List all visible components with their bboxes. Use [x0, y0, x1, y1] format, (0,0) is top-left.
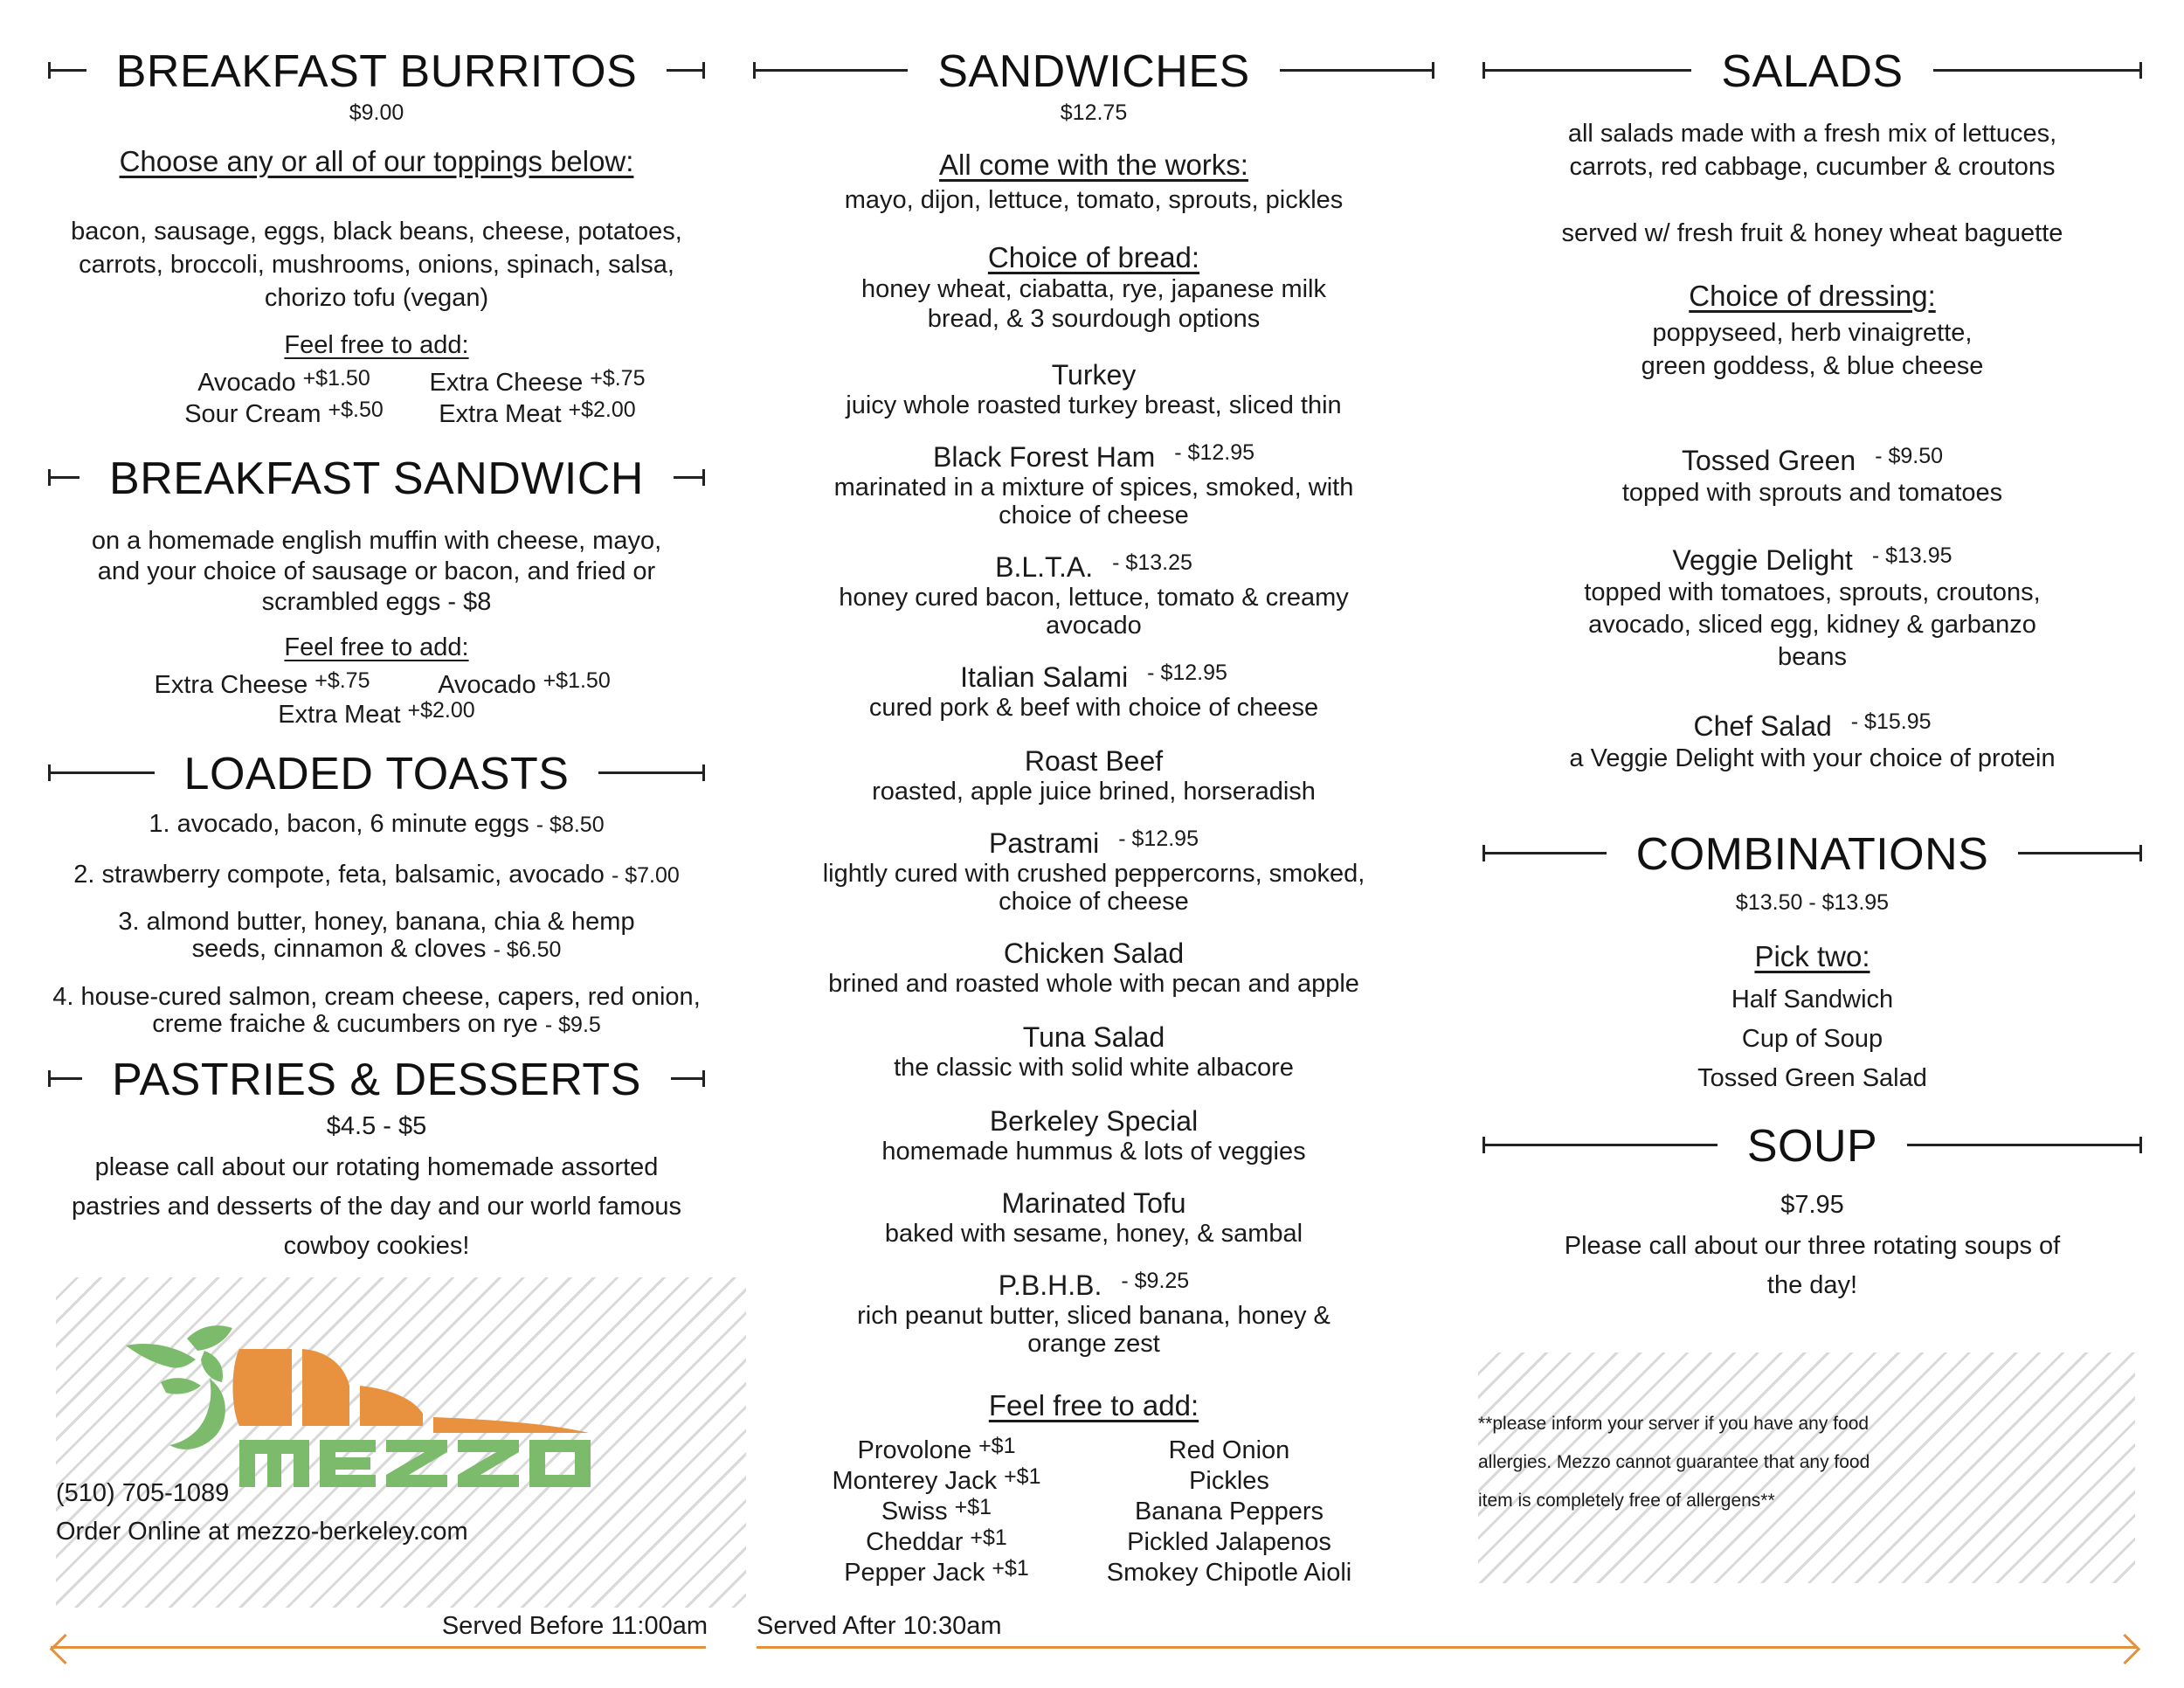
addon-name: Provolone [857, 1436, 972, 1464]
addon-cell [797, 1496, 1076, 1528]
carrot-body-icon [233, 1349, 590, 1433]
salad-name: Tossed Green [1681, 445, 1856, 476]
sandwich-price: - $12.95 [1118, 827, 1199, 851]
soup-desc: Please call about our three rotating soups of the day! [1564, 1232, 2061, 1299]
addon-price: +$1 [1004, 1464, 1041, 1489]
sandwich-heading [753, 1104, 1434, 1138]
sandwich-name: Tuna Salad [1022, 1021, 1165, 1053]
sandwich-name: Roast Beef [1024, 745, 1164, 777]
salad-heading [1482, 709, 2142, 743]
toast-item-3: 3. almond butter, honey, banana, chia & hemp seeds, cinnamon & cloves - $6.50 [118, 908, 635, 963]
addon-cell [797, 1465, 1076, 1498]
works-list: mayo, dijon, lettuce, tomato, sprouts, pickles [844, 186, 1344, 214]
salads-title: SALADS [1691, 46, 1932, 97]
section-header-combinations [1482, 828, 2142, 881]
allergy-notice: **please inform your server if you have any food allergies. Mezzo cannot guarantee that any food item is completely free of allergens** [1478, 1414, 1870, 1511]
sandwich-name: Chicken Salad [1003, 937, 1185, 969]
salad-heading [1482, 444, 2142, 477]
served-after: Served After 10:30am [757, 1612, 1002, 1640]
burritos-choose-label: Choose any or all of our toppings below: [119, 145, 634, 177]
right-arrow-icon [2110, 1634, 2140, 1664]
addon-avocado: Avocado +$1.50 [438, 668, 611, 699]
sandwiches-title: SANDWICHES [908, 46, 1279, 97]
section-header-salads [1482, 45, 2142, 98]
sandwich-desc: choice of cheese [999, 888, 1189, 916]
sandwich-heading [753, 937, 1434, 970]
sandwich-desc: brined and roasted whole with pecan and apple [828, 970, 1359, 998]
soup-price: $7.95 [1780, 1191, 1844, 1219]
salad-name: Veggie Delight [1672, 544, 1853, 576]
addon-avocado: Avocado +$1.50 [197, 366, 370, 397]
salads-intro: all salads made with a fresh mix of lettuces, carrots, red cabbage, cucumber & croutons [1567, 120, 2057, 181]
salad-desc: topped with sprouts and tomatoes [1621, 479, 2003, 507]
combo-option: Tossed Green Salad [1697, 1064, 1927, 1092]
mezzo-logo [56, 1295, 746, 1505]
sandwich-item [753, 661, 1434, 722]
sandwich-heading [753, 827, 1434, 860]
sandwich-add-label: Feel free to add: [988, 1389, 1199, 1422]
sandwich-heading [753, 1020, 1434, 1054]
bread-list: honey wheat, ciabatta, rye, japanese milk bread, & 3 sourdough options [861, 275, 1326, 333]
sandwich-name: Pastrami [989, 827, 1100, 859]
before-arrow-line [51, 1646, 706, 1649]
works-label: All come with the works: [939, 149, 1248, 181]
sandwich-heading [753, 661, 1434, 694]
addon-cell: Pickled Jalapenos [1127, 1528, 1331, 1556]
salad-price: - $13.95 [1871, 543, 1952, 568]
addon-price: +$1 [978, 1434, 1016, 1458]
allergy-panel [1478, 1352, 2135, 1583]
order-online: Order Online at mezzo-berkeley.com [56, 1518, 468, 1546]
addon-name: Pepper Jack [844, 1559, 985, 1587]
toast-item-4: 4. house-cured salmon, cream cheese, capers, red onion, creme fraiche & cucumbers on rye - $9.5 [52, 983, 701, 1038]
sandwich-name: Black Forest Ham [932, 441, 1156, 473]
toast-item-2: 2. strawberry compote, feta, balsamic, avocado - $7.00 [73, 861, 680, 889]
sandwich-item [753, 1020, 1434, 1082]
sandwich-name: Turkey [1051, 359, 1137, 391]
soup-title: SOUP [1717, 1121, 1907, 1172]
addon-extra-cheese: Extra Cheese +$.75 [429, 366, 646, 397]
sandwich-item [753, 827, 1434, 916]
addon-price: +$1 [970, 1525, 1007, 1550]
dressing-list: poppyseed, herb vinaigrette, green goddess, & blue cheese [1641, 319, 1984, 380]
logo-panel [56, 1277, 746, 1608]
addon-cell: Banana Peppers [1134, 1498, 1324, 1525]
sandwich-desc: cured pork & beef with choice of cheese [868, 694, 1319, 722]
sandwich-desc: the classic with solid white albacore [894, 1054, 1294, 1082]
bsandwich-add-label: Feel free to add: [284, 633, 469, 661]
dressing-label: Choice of dressing: [1689, 280, 1936, 312]
combo-option: Half Sandwich [1731, 986, 1894, 1013]
salads-served: served w/ fresh fruit & honey wheat baguette [1561, 219, 2063, 247]
salad-item [1482, 444, 2142, 509]
addon-cell [797, 1526, 1076, 1559]
addon-cell: Red Onion [1168, 1436, 1290, 1464]
burritos-toppings: bacon, sausage, eggs, black beans, cheese, potatoes, carrots, broccoli, mushrooms, onions, spinach, salsa, chorizo tofu (vegan) [71, 218, 682, 312]
section-header-burritos [48, 45, 705, 98]
sandwich-item [753, 550, 1434, 640]
sandwich-item [753, 1186, 1434, 1248]
salad-desc: beans [1777, 643, 1847, 671]
toast-item-1: 1. avocado, bacon, 6 minute eggs - $8.50 [149, 810, 605, 838]
addon-cell: Pickles [1189, 1467, 1269, 1495]
sandwich-name: P.B.H.B. [998, 1269, 1102, 1301]
sandwich-item [753, 1269, 1434, 1358]
after-arrow-line [757, 1646, 2137, 1649]
section-header-breakfast-sandwich [48, 453, 705, 505]
sandwich-desc: homemade hummus & lots of veggies [881, 1138, 1306, 1166]
salad-desc: a Veggie Delight with your choice of protein [1569, 744, 2056, 772]
sandwich-item [753, 440, 1434, 529]
addon-cell: Smokey Chipotle Aioli [1106, 1559, 1352, 1587]
sandwich-desc: roasted, apple juice brined, horseradish [872, 778, 1316, 806]
addon-extra-cheese: Extra Cheese +$.75 [154, 668, 370, 699]
sandwich-item [753, 744, 1434, 806]
phone-number: (510) 705-1089 [56, 1479, 230, 1507]
addon-cell [797, 1557, 1076, 1589]
salad-price: - $9.50 [1875, 444, 1944, 468]
addon-price: +$1 [954, 1495, 992, 1519]
sandwich-item [753, 1104, 1434, 1166]
sandwich-heading [753, 1186, 1434, 1220]
addon-cell [797, 1435, 1076, 1467]
sandwich-name: Berkeley Special [989, 1105, 1199, 1137]
sandwiches-price: $12.75 [1060, 100, 1128, 125]
sandwich-heading [753, 744, 1434, 778]
burritos-title: BREAKFAST BURRITOS [86, 46, 667, 97]
pastries-desc: please call about our rotating homemade assorted pastries and desserts of the day and our world famous cowboy cookies! [72, 1153, 681, 1260]
section-header-loaded-toasts [48, 748, 705, 800]
sandwich-heading [753, 358, 1434, 391]
served-before: Served Before 11:00am [441, 1612, 708, 1640]
sandwich-desc: baked with sesame, honey, & sambal [884, 1220, 1303, 1248]
section-header-soup [1482, 1120, 2142, 1173]
bsandwich-title: BREAKFAST SANDWICH [79, 453, 674, 504]
combo-option: Cup of Soup [1741, 1025, 1883, 1053]
sandwich-name: Italian Salami [960, 661, 1129, 693]
bread-label: Choice of bread: [987, 241, 1200, 273]
sandwich-desc: juicy whole roasted turkey breast, sliced thin [846, 391, 1342, 419]
sandwich-heading [753, 440, 1434, 474]
salad-heading [1482, 543, 2142, 577]
pick-two-label: Pick two: [1754, 940, 1870, 972]
salad-desc: avocado, sliced egg, kidney & garbanzo [1588, 611, 2036, 639]
addon-name: Cheddar [866, 1528, 964, 1556]
sandwich-price: - $9.25 [1121, 1269, 1190, 1293]
addon-price: +$1 [992, 1556, 1029, 1581]
addon-name: Monterey Jack [832, 1467, 998, 1495]
sandwich-desc: choice of cheese [999, 502, 1189, 529]
addon-name: Swiss [881, 1498, 948, 1525]
sandwich-desc: honey cured bacon, lettuce, tomato & creamy [839, 584, 1349, 612]
pastries-title: PASTRIES & DESSERTS [82, 1055, 671, 1105]
combo-options [1482, 980, 2142, 1098]
toasts-title: LOADED TOASTS [155, 749, 599, 799]
sandwich-name: Marinated Tofu [1001, 1187, 1186, 1219]
combos-title: COMBINATIONS [1607, 829, 2019, 880]
addon-sour-cream: Sour Cream +$.50 [184, 398, 384, 428]
burritos-add-label: Feel free to add: [284, 331, 469, 359]
salad-item [1482, 543, 2142, 674]
sandwich-desc: avocado [1046, 612, 1142, 640]
sandwich-desc: orange zest [1027, 1330, 1160, 1358]
salad-desc: topped with tomatoes, sprouts, croutons, [1584, 578, 2041, 606]
addon-extra-meat: Extra Meat +$2.00 [278, 698, 475, 729]
salad-name: Chef Salad [1693, 710, 1832, 742]
addon-extra-meat: Extra Meat +$2.00 [439, 398, 636, 428]
burritos-price: $9.00 [349, 100, 404, 125]
sandwich-heading [753, 550, 1434, 584]
sandwich-name: B.L.T.A. [995, 551, 1094, 583]
bsandwich-desc: on a homemade english muffin with cheese, mayo, and your choice of sausage or bacon, and fried or scrambled eggs - $8 [91, 527, 662, 616]
sandwich-price: - $13.25 [1112, 550, 1192, 575]
sandwich-heading [753, 1269, 1434, 1302]
sandwich-price: - $12.95 [1147, 661, 1227, 685]
section-header-pastries [48, 1054, 705, 1106]
sandwich-price: - $12.95 [1174, 440, 1255, 465]
pastries-price: $4.5 - $5 [326, 1112, 427, 1140]
sandwich-desc: lightly cured with crushed peppercorns, smoked, [822, 860, 1365, 888]
salad-price: - $15.95 [1850, 709, 1932, 734]
sandwich-desc: rich peanut butter, sliced banana, honey & [857, 1302, 1330, 1330]
salad-item [1482, 709, 2142, 775]
sandwich-item [753, 358, 1434, 419]
sandwich-item [753, 937, 1434, 998]
left-arrow-icon [50, 1634, 80, 1664]
carrot-top-icon [126, 1325, 232, 1449]
section-header-sandwiches [753, 45, 1434, 98]
combos-price: $13.50 - $13.95 [1735, 890, 1890, 915]
sandwich-desc: marinated in a mixture of spices, smoked, with [833, 474, 1354, 502]
